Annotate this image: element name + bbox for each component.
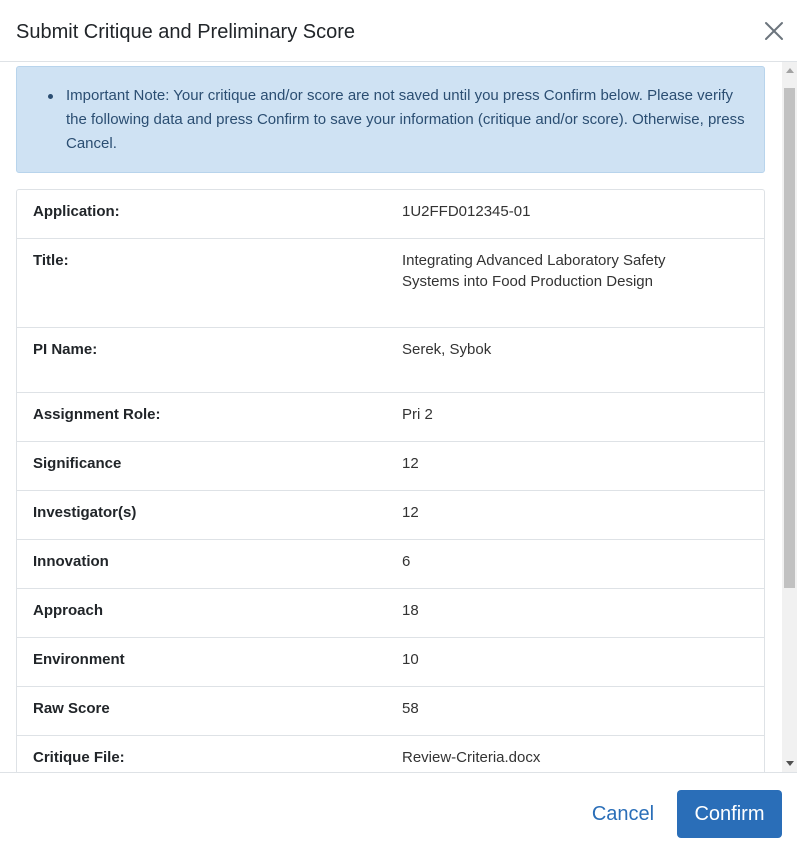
detail-label: Environment bbox=[33, 651, 125, 668]
detail-value: Review-Criteria.docx bbox=[402, 749, 541, 766]
detail-value: Integrating Advanced Laboratory Safety Systems into Food Production Design bbox=[402, 252, 666, 290]
detail-row-application bbox=[17, 190, 764, 239]
detail-label: Raw Score bbox=[33, 700, 110, 717]
detail-row-investigators bbox=[17, 491, 764, 540]
details-table bbox=[16, 189, 765, 772]
modal-body[interactable] bbox=[0, 62, 797, 772]
detail-value: 58 bbox=[402, 700, 419, 717]
detail-label: Innovation bbox=[33, 553, 109, 570]
confirm-button[interactable]: Confirm bbox=[677, 790, 782, 838]
detail-label: Assignment Role: bbox=[33, 406, 161, 423]
detail-label: Significance bbox=[33, 455, 122, 472]
detail-row-raw-score bbox=[17, 687, 764, 736]
detail-label: Application: bbox=[33, 203, 120, 220]
detail-label: Title: bbox=[33, 252, 69, 269]
detail-value: Serek, Sybok bbox=[402, 341, 492, 358]
detail-label: Critique File: bbox=[33, 749, 125, 766]
detail-row-critique-file bbox=[17, 736, 764, 772]
detail-row-title bbox=[17, 239, 764, 328]
detail-row-innovation bbox=[17, 540, 764, 589]
detail-label: PI Name: bbox=[33, 341, 98, 358]
important-note-alert bbox=[16, 66, 765, 173]
detail-row-environment bbox=[17, 638, 764, 687]
scroll-up-arrow-icon[interactable] bbox=[786, 68, 794, 73]
modal-footer bbox=[0, 772, 797, 852]
vertical-scrollbar[interactable] bbox=[782, 62, 797, 772]
close-button[interactable] bbox=[760, 16, 788, 46]
cancel-button[interactable]: Cancel bbox=[580, 790, 666, 838]
detail-value: 18 bbox=[402, 602, 419, 619]
detail-value: 12 bbox=[402, 504, 419, 521]
scroll-down-arrow-icon[interactable] bbox=[786, 761, 794, 766]
detail-value: 6 bbox=[402, 553, 411, 570]
detail-row-approach bbox=[17, 589, 764, 638]
modal-header bbox=[0, 0, 797, 62]
detail-label: Investigator(s) bbox=[33, 504, 137, 521]
detail-value: 12 bbox=[402, 455, 419, 472]
important-note-text: Important Note: Your critique and/or score are not saved until you press Confirm below. Please verify the following data and press Confirm to save your information (critique and/or score). Otherwise, press Cancel. bbox=[66, 87, 745, 152]
bullet-icon bbox=[48, 94, 53, 99]
detail-row-pi-name bbox=[17, 328, 764, 393]
detail-value: Pri 2 bbox=[402, 406, 433, 423]
modal-body-content bbox=[16, 66, 765, 772]
detail-row-assignment-role bbox=[17, 393, 764, 442]
modal-title: Submit Critique and Preliminary Score bbox=[16, 21, 356, 43]
close-icon bbox=[760, 16, 788, 46]
detail-value: 10 bbox=[402, 651, 419, 668]
detail-row-significance bbox=[17, 442, 764, 491]
detail-label: Approach bbox=[33, 602, 104, 619]
scrollbar-thumb[interactable] bbox=[784, 88, 795, 588]
detail-value: 1U2FFD012345-01 bbox=[402, 203, 531, 220]
